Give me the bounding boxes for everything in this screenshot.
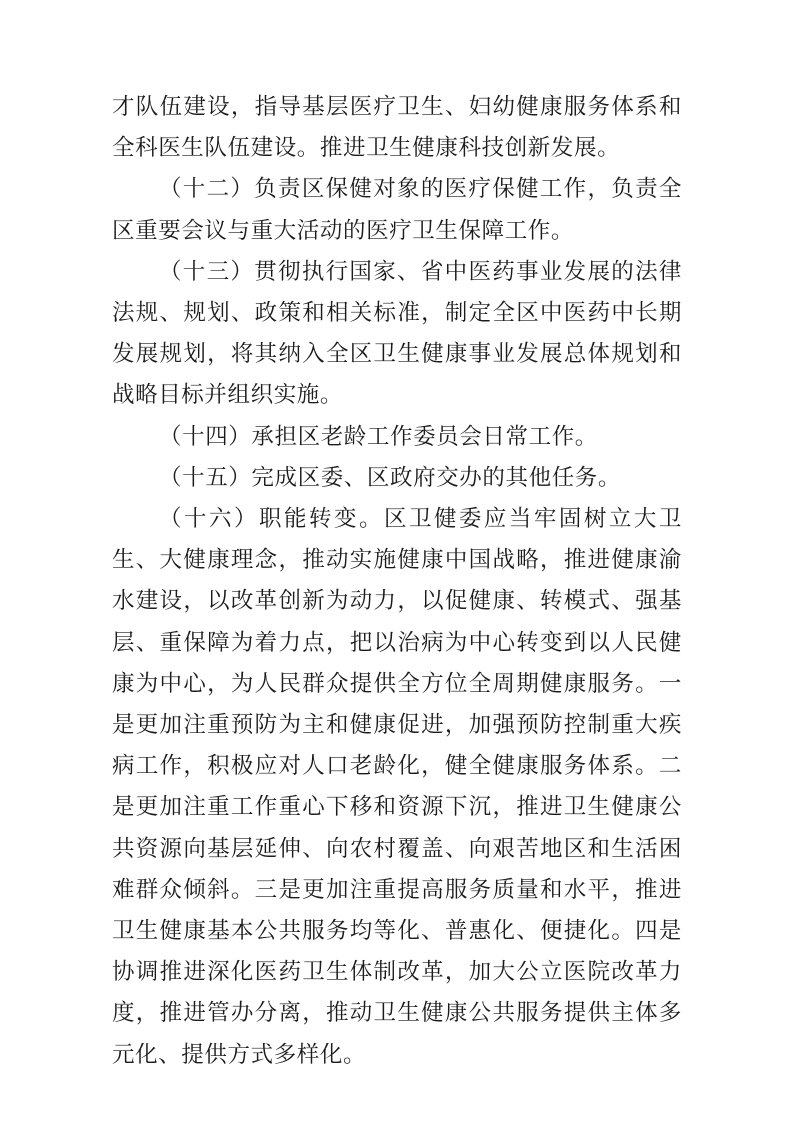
paragraph-item-12: （十二）负责区保健对象的医疗保健工作，负责全区重要会议与重大活动的医疗卫生保障工作。 <box>112 176 682 243</box>
paragraph-item-14: （十四）承担区老龄工作委员会日常工作。 <box>159 423 598 449</box>
paragraph-item-13: （十三）贯彻执行国家、省中医药事业发展的法律法规、规划、政策和相关标准，制定全区中医药中长期发展规划，将其纳入全区卫生健康事业发展总体规划和战略目标并组织实施。 <box>112 258 682 408</box>
paragraph-item-16: （十六）职能转变。区卫健委应当牢固树立大卫生、大健康理念，推动实施健康中国战略，推进健康渝水建设，以改革创新为动力，以促健康、转模式、强基层、重保障为着力点，把以治病为中心转变到以人民健康为中心，为人民群众提供全方位全周期健康服务。一是更加注重预防为主和健康促进，加强预防控制重大疾病工作，积极应对人口老龄化，健全健康服务体系。二是更加注重工作重心下移和资源下沉，推进卫生健康公共资源向基层延伸、向农村覆盖、向艰苦地区和生活困难群众倾斜。三是更加注重提高服务质量和水平，推进卫生健康基本公共服务均等化、普惠化、便捷化。四是协调推进深化医药卫生体制改革，加大公立医院改革力度，推进管办分离，推动卫生健康公共服务提供主体多元化、提供方式多样化。 <box>112 506 682 1067</box>
paragraph-item-15: （十五）完成区委、区政府交办的其他任务。 <box>159 464 622 490</box>
paragraph-continuation: 才队伍建设，指导基层医疗卫生、妇幼健康服务体系和全科医生队伍建设。推进卫生健康科技创新发展。 <box>112 94 682 161</box>
document-body <box>112 86 682 1075</box>
